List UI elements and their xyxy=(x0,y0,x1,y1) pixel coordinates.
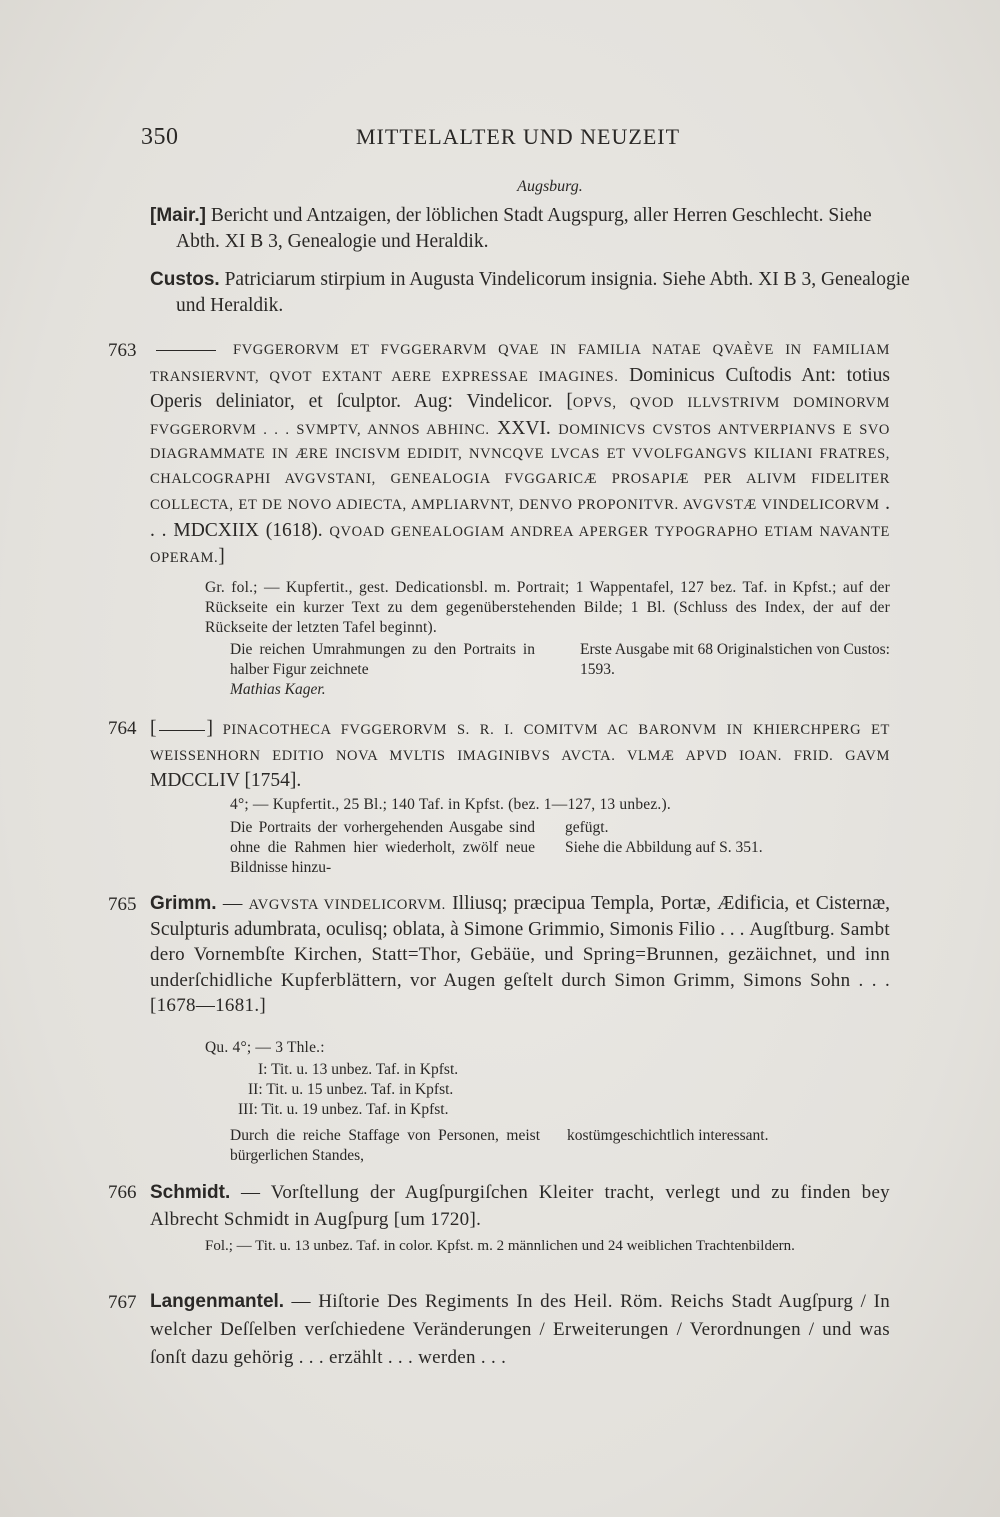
note-left xyxy=(230,640,535,700)
entry-text: XXVI. xyxy=(489,417,559,439)
entry-text: Patriciarum stirpium in Augusta Vindelicorum insignia. Siehe Abth. XI B 3, Genealogie und Heraldik. xyxy=(176,269,910,316)
note-left: Durch die reiche Staffage von Personen, meist bürgerlichen Standes, xyxy=(230,1127,540,1164)
entry-lead: Custos. xyxy=(150,269,220,290)
entry-number: 765 xyxy=(108,894,137,915)
entry-765 xyxy=(150,891,890,1019)
entry-description: Qu. 4°; — 3 Thle.: xyxy=(205,1039,325,1056)
entry-lead: Langenmantel. xyxy=(150,1291,285,1312)
entry-title: QVOAD GENEALOGIAM ANDREA APERGER TYPOGRAPHO ETIAM NAVANTE OPERAM. xyxy=(150,523,890,566)
note-text: gefügt. xyxy=(565,819,609,836)
entry-number: 766 xyxy=(108,1182,137,1203)
entry-763 xyxy=(150,338,890,571)
note-text: Siehe die Abbildung auf S. 351. xyxy=(565,839,763,856)
part-item: III: Tit. u. 19 unbez. Taf. in Kpfst. xyxy=(238,1101,449,1118)
entry-number: 764 xyxy=(108,718,137,739)
bracket-close: ] xyxy=(206,718,213,739)
entry-766 xyxy=(150,1179,890,1233)
entry-767 xyxy=(150,1288,890,1372)
entry-764 xyxy=(150,716,890,794)
entry-fraktur: — Vorſtellung der Augſpurgiſchen Kleiter tracht, verlegt und zu finden bey Albrecht Schmidt in Augſpurg [um 1720]. xyxy=(150,1182,890,1230)
note-text: Die reichen Umrahmungen zu den Portraits in halber Figur zeichnete xyxy=(230,641,535,678)
entry-text: Bericht und Antzaigen, der löblichen Stadt Augspurg, aller Herren Geschlecht. Siehe Abth. XI B 3, Genealogie und Heraldik. xyxy=(176,205,872,252)
repeat-dash xyxy=(156,350,216,351)
entry-description: 4°; — Kupfertit., 25 Bl.; 140 Taf. in Kpfst. (bez. 1—127, 13 unbez.). xyxy=(230,796,671,813)
entry-number: 763 xyxy=(108,340,137,361)
note-artist: Mathias Kager. xyxy=(230,681,326,698)
entry-text: MDCCLIV [1754]. xyxy=(150,770,302,791)
entry-custos xyxy=(150,267,916,319)
entry-text: ] xyxy=(218,546,225,567)
entry-title: DOMINICVS CVSTOS ANTVERPIANVS E SVO DIAGRAMMATE IN ÆRE INCISVM EDIDIT, NVNCQVE LVCAS ET VVOLFGANGVS KILIANI FRATRES, CHALCOGRAPHI AVGVSTANI, GENEALOGIA FVGGARICÆ PROSAPIÆ PER ALIVM FIDELITER COLLECTA, ET DE NOVO ADIECTA, AMPLIARVNT, DENVO PROPONITVR. AVGVSTÆ VINDELICORVM xyxy=(150,421,890,513)
entry-description: Gr. fol.; — Kupfertit., gest. Dedicationsbl. m. Portrait; 1 Wappentafel, 127 bez. Taf. in Kpfst.; auf der Rückseite ein kurzer Text zu dem gegenüberstehenden Bilde; 1 Bl. (Schluss des Index, der auf der Rückseite der letzten Tafel beginnt). xyxy=(205,579,890,636)
entry-title: AVGVSTA VINDELICORVM. xyxy=(248,897,446,913)
section-heading: Augsburg. xyxy=(517,178,583,195)
entry-text: . . . MDCXIIX (1618). xyxy=(150,493,890,541)
entry-title: OPVS, QVOD ILLVSTRIVM DOMINORVM FVGGERORVM . . . SVMPTV, ANNOS ABHINC. xyxy=(150,395,890,438)
running-title: MITTELALTER UND NEUZEIT xyxy=(356,124,681,149)
entry-title: FVGGERORVM ET FVGGERARVM QVAE IN FAMILIA NATAE QVAÈVE IN FAMILIAM TRANSIERVNT, QVOT EXTANT AERE EXPRESSAE IMAGINES. xyxy=(150,342,891,385)
entry-fraktur: — Hiſtorie Des Regiments In des Heil. Röm. Reichs Stadt Augſpurg / In welcher Deſſelben verſchiedene Veränderungen / Erweiterungen / Verordnungen / und was ſonſt dazu gehörig . . . erzählt . . . werden . . . xyxy=(150,1291,890,1368)
note-right xyxy=(565,818,890,858)
note-left: Die Portraits der vorhergehenden Ausgabe sind ohne die Rahmen hier wiederholt, zwölf neue Bildnisse hinzu- xyxy=(230,819,535,876)
part-item: I: Tit. u. 13 unbez. Taf. in Kpfst. xyxy=(258,1061,459,1078)
entry-description: Fol.; — Tit. u. 13 unbez. Taf. in color. Kpfst. m. 2 männlichen und 24 weiblichen Trachtenbildern. xyxy=(205,1238,795,1254)
entry-fraktur: Augſtburg. Sambt dero Vornembſte Kirchen, Statt=Thor, Gebäüe, und Spring=Brunnen, gezäichnet, und inn underſchidliche Kupferblättern, vor Augen geſtelt durch Simon Grimm, Simons Sohn . . . [1678—1681.] xyxy=(150,918,891,1016)
note-right: kostümgeschichtlich interessant. xyxy=(567,1127,769,1144)
entry-mair xyxy=(150,203,916,255)
part-item: II: Tit. u. 15 unbez. Taf. in Kpfst. xyxy=(248,1081,454,1098)
entry-lead: Schmidt. xyxy=(150,1182,231,1203)
entry-lead: [Mair.] xyxy=(150,205,206,226)
note-right: Erste Ausgabe mit 68 Originalstichen von Custos: 1593. xyxy=(580,641,890,678)
repeat-dash xyxy=(159,730,205,731)
entry-lead: Grimm. xyxy=(150,893,217,914)
entry-dash: — xyxy=(216,893,249,914)
parts-list xyxy=(230,1060,560,1120)
entry-number: 767 xyxy=(108,1292,137,1313)
page-number: 350 xyxy=(141,124,179,150)
entry-text: Illiusq; præcipua Templa, Portæ, Ædificia, et Cisternæ, Sculpturis adumbrata, oculisq; oblata, à Simone Grimmio, Simonis Filio . . . xyxy=(150,893,891,940)
entry-text: Dominicus Cuſtodis Ant: totius Operis deliniator, et ſculptor. Aug: Vindelicor. [ xyxy=(150,364,890,412)
bracket-open: [ xyxy=(150,718,157,739)
entry-title: PINACOTHECA FVGGERORVM S. R. I. COMITVM AC BARONVM IN KHIERCHPERG ET WEISSENHORN EDITIO NOVA MVLTIS IMAGINIBVS AVCTA. VLMÆ APVD IOAN. FRID. GAVM xyxy=(150,722,891,764)
